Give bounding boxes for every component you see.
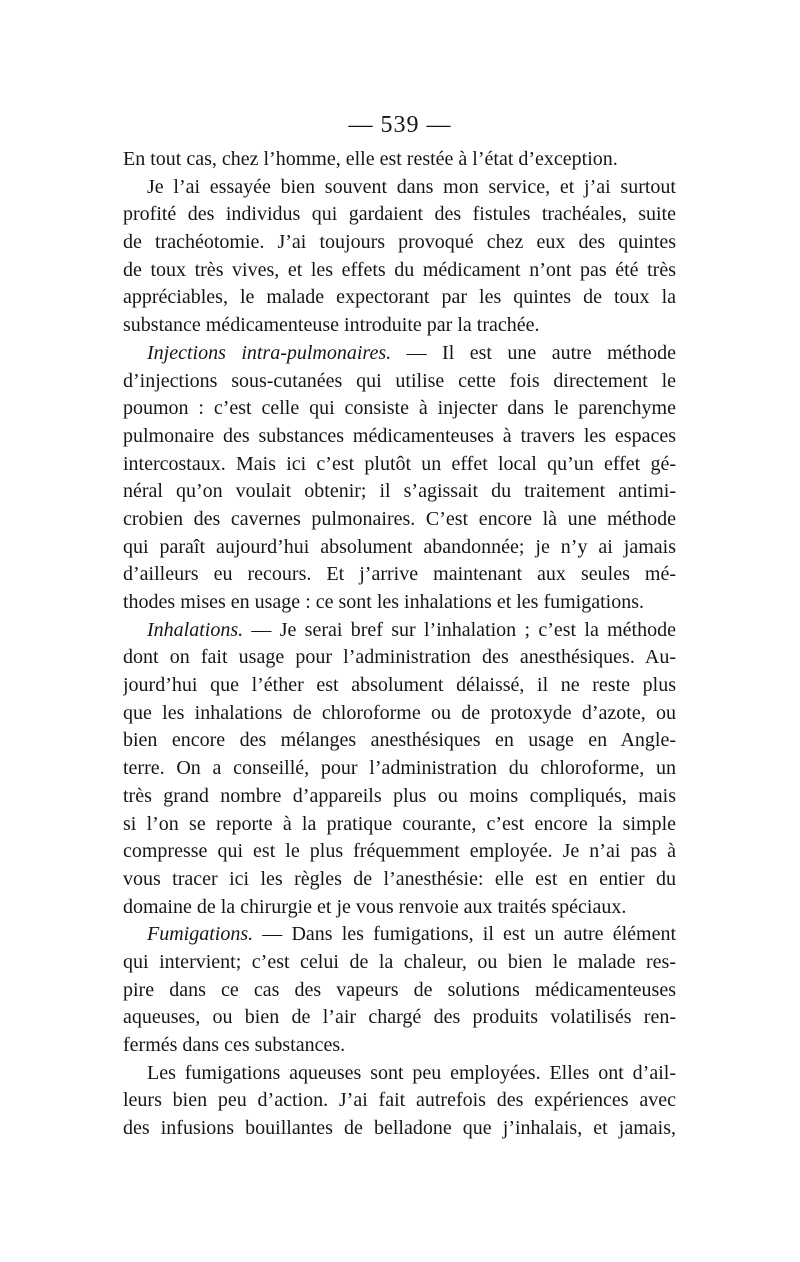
line-text: — Dans les fumigations, il est un autre élément	[253, 923, 676, 946]
text-line	[123, 838, 676, 866]
page-number: — 539 —	[348, 112, 452, 138]
text-line	[123, 340, 676, 368]
section-heading: Fumigations.	[147, 923, 254, 946]
line-text: compresse qui est le plus fréquemment employée. Je n’ai pas à	[123, 840, 676, 863]
line-text: des infusions bouillantes de belladone que j’inhalais, et jamais,	[123, 1117, 676, 1140]
line-text: néral qu’on voulait obtenir; il s’agissait du traitement antimi-	[123, 480, 676, 503]
text-line	[123, 727, 676, 755]
line-text: Je l’ai essayée bien souvent dans mon service, et j’ai surtout	[147, 175, 676, 198]
line-text: — Je serai bref sur l’inhalation ; c’est la méthode	[243, 618, 676, 641]
section-heading: Inhalations.	[147, 618, 244, 641]
text-line	[123, 423, 676, 451]
text-line	[123, 174, 676, 202]
line-text: poumon : c’est celle qui consiste à injecter dans le parenchyme	[123, 397, 676, 420]
paragraph	[123, 1060, 676, 1143]
text-line	[123, 1032, 676, 1060]
line-text: — Il est une autre méthode	[391, 341, 676, 364]
text-line	[123, 1060, 676, 1088]
text-line	[123, 1087, 676, 1115]
line-text: appréciables, le malade expectorant par les quintes de toux la	[123, 286, 676, 309]
text-line	[123, 561, 676, 589]
paragraph	[123, 146, 676, 174]
line-text: terre. On a conseillé, pour l’administration du chloroforme, un	[123, 757, 676, 780]
line-text: aqueuses, ou bien de l’air chargé des produits volatilisés ren-	[123, 1006, 676, 1029]
section-heading: Injections intra-pulmonaires.	[147, 341, 392, 364]
text-line	[123, 506, 676, 534]
line-text: fermés dans ces substances.	[123, 1034, 346, 1056]
text-line	[123, 257, 676, 285]
paragraph	[123, 921, 676, 1059]
line-text: profité des individus qui gardaient des fistules trachéales, suite	[123, 203, 676, 226]
body-text	[123, 146, 676, 1143]
text-line	[123, 977, 676, 1005]
line-text: jourd’hui que l’éther est absolument délaissé, il ne reste plus	[123, 674, 676, 697]
paragraph	[123, 340, 676, 617]
text-line	[123, 395, 676, 423]
text-line	[123, 478, 676, 506]
text-line	[123, 368, 676, 396]
text-line	[123, 921, 676, 949]
text-line	[123, 312, 676, 340]
text-line	[123, 949, 676, 977]
paragraph	[123, 174, 676, 340]
line-text: si l’on se reporte à la pratique courante, c’est encore la simple	[123, 812, 676, 835]
text-line	[123, 201, 676, 229]
line-text: d’injections sous-cutanées qui utilise cette fois directement le	[123, 369, 676, 392]
line-text: thodes mises en usage : ce sont les inhalations et les fumigations.	[123, 591, 645, 613]
line-text: d’ailleurs eu recours. Et j’arrive maintenant aux seules mé-	[123, 563, 676, 586]
text-line	[123, 284, 676, 312]
text-line	[123, 451, 676, 479]
text-line	[123, 644, 676, 672]
text-line	[123, 589, 676, 617]
line-text: substance médicamenteuse introduite par la trachée.	[123, 314, 540, 337]
line-text: domaine de la chirurgie et je vous renvoie aux traités spéciaux.	[123, 895, 627, 918]
line-text: que les inhalations de chloroforme ou de protoxyde d’azote, ou	[123, 701, 676, 724]
paragraph	[123, 617, 676, 922]
line-text: dont on fait usage pour l’administration des anesthésiques. Au-	[123, 646, 676, 669]
line-text: En tout cas, chez l’homme, elle est restée à l’état d’exception.	[123, 148, 618, 170]
text-line	[123, 700, 676, 728]
line-text: crobien des cavernes pulmonaires. C’est encore là une méthode	[123, 507, 676, 530]
text-line	[123, 229, 676, 257]
line-text: de toux très vives, et les effets du médicament n’ont pas été très	[123, 258, 676, 281]
text-line	[123, 1115, 676, 1143]
text-line	[123, 783, 676, 811]
text-line	[123, 534, 676, 562]
line-text: vous tracer ici les règles de l’anesthésie: elle est en entier du	[123, 867, 676, 890]
line-text: pire dans ce cas des vapeurs de solutions médicamenteuses	[123, 978, 676, 1001]
line-text: pulmonaire des substances médicamenteuses à travers les espaces	[123, 424, 676, 447]
text-line	[123, 866, 676, 894]
text-line	[123, 1004, 676, 1032]
text-line	[123, 811, 676, 839]
line-text: bien encore des mélanges anesthésiques en usage en Angle-	[123, 729, 676, 752]
text-line	[123, 672, 676, 700]
line-text: très grand nombre d’appareils plus ou moins compliqués, mais	[123, 784, 676, 807]
line-text: Les fumigations aqueuses sont peu employées. Elles ont d’ail-	[147, 1061, 676, 1084]
line-text: leurs bien peu d’action. J’ai fait autrefois des expériences avec	[123, 1089, 676, 1112]
line-text: intercostaux. Mais ici c’est plutôt un effet local qu’un effet gé-	[123, 452, 676, 475]
text-line	[123, 894, 676, 922]
text-line	[123, 755, 676, 783]
text-line	[123, 617, 676, 645]
text-line	[123, 146, 676, 174]
line-text: qui paraît aujourd’hui absolument abandonnée; je n’y ai jamais	[123, 535, 676, 558]
line-text: qui intervient; c’est celui de la chaleur, ou bien le malade res-	[123, 950, 676, 973]
line-text: de trachéotomie. J’ai toujours provoqué chez eux des quintes	[123, 231, 676, 254]
